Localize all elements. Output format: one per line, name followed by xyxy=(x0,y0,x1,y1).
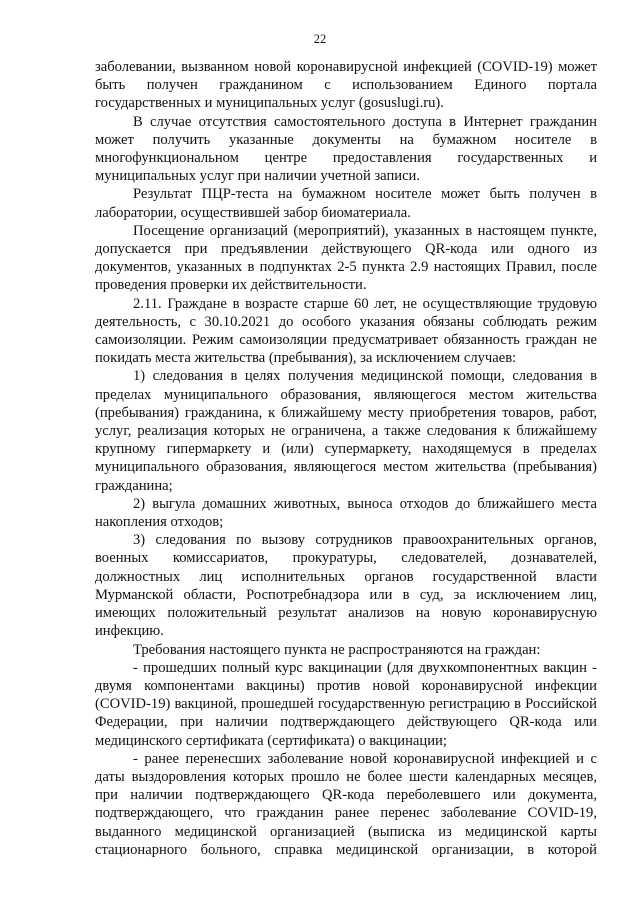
paragraph-exemptions-intro: Требования настоящего пункта не распространяются на граждан: xyxy=(133,641,541,658)
exemption-recovered: - ранее перенесших заболевание новой коронавирусной инфекцией и с даты выздоровления которых прошло не более шести календарных месяцев, при наличии подтверждающего QR-кода переболевшего или документа, подтверждающего, что гражданин ранее перенес заболевание COVID-19, выданного медицинской организацией (выписка из медицинской карты стационарного больного, справка медицинской организации, в которой xyxy=(95,750,597,858)
paragraph-no-internet-access: В случае отсутствия самостоятельного доступа в Интернет гражданин может получить указанные документы на бумажном носителе в многофункциональном центре предоставления государственных и муниципальных услуг при наличии учетной записи. xyxy=(95,113,597,185)
paragraph-pcr-paper-result: Результат ПЦР-теста на бумажном носителе может быть получен в лаборатории, осуществившей забор биоматериала. xyxy=(95,186,597,221)
list-item-2-pets-waste: 2) выгула домашних животных, выноса отходов до ближайшего места накопления отходов; xyxy=(95,495,597,531)
document-body xyxy=(95,58,597,859)
page-number: 22 xyxy=(313,32,327,46)
paragraph-venue-access-qr: Посещение организаций (мероприятий), указанных в настоящем пункте, допускается при предъявлении действующего QR-кода или одного из документов, указанных в подпунктах 2-5 пункта 2.9 настоящих Правил, после проведения проверки их действительности. xyxy=(95,222,597,294)
paragraph-covid-certificate-portal: заболевании, вызванном новой коронавирусной инфекцией (COVID-19) может быть получен гражданином с использованием Единого портала государственных и муниципальных услуг (gosuslugi.ru). xyxy=(95,59,597,112)
exemption-vaccinated: - прошедших полный курс вакцинации (для двухкомпонентных вакцин - двумя компонентами вакцины) против новой коронавирусной инфекции (COVID-19) вакциной, прошедшей государственную регистрацию в Российской Федерации, при наличии подтверждающего действующего QR-кода или медицинского сертификата (сертификата) о вакцинации; xyxy=(95,659,597,749)
paragraph-section-2-11: 2.11. Граждане в возрасте старше 60 лет, не осуществляющие трудовую деятельность, с 30.10.2021 до особого указания обязаны соблюдать режим самоизоляции. Режим самоизоляции предусматривает обязанность граждан не покидать места жительства (пребывания), за исключением случаев: xyxy=(95,295,597,367)
list-item-1-medical-help: 1) следования в целях получения медицинской помощи, следования в пределах муниципального образования, являющегося местом жительства (пребывания) гражданина, к ближайшему месту приобретения товаров, работ, услуг, реализация которых не ограничена, а также следования к ближайшему крупному гипермаркету и (или) супермаркету, находящемуся в пределах муниципального образования, являющегося местом жительства (пребывания) гражданина; xyxy=(95,368,597,494)
list-item-3-summons: 3) следования по вызову сотрудников правоохранительных органов, военных комиссариатов, прокуратуры, следователей, дознавателей, должностных лиц исполнительных органов государственной власти Мурманской области, Роспотребнадзора или в суд, за исключением лиц, имеющих положительный результат анализов на новую коронавирусную инфекцию. xyxy=(95,532,597,640)
